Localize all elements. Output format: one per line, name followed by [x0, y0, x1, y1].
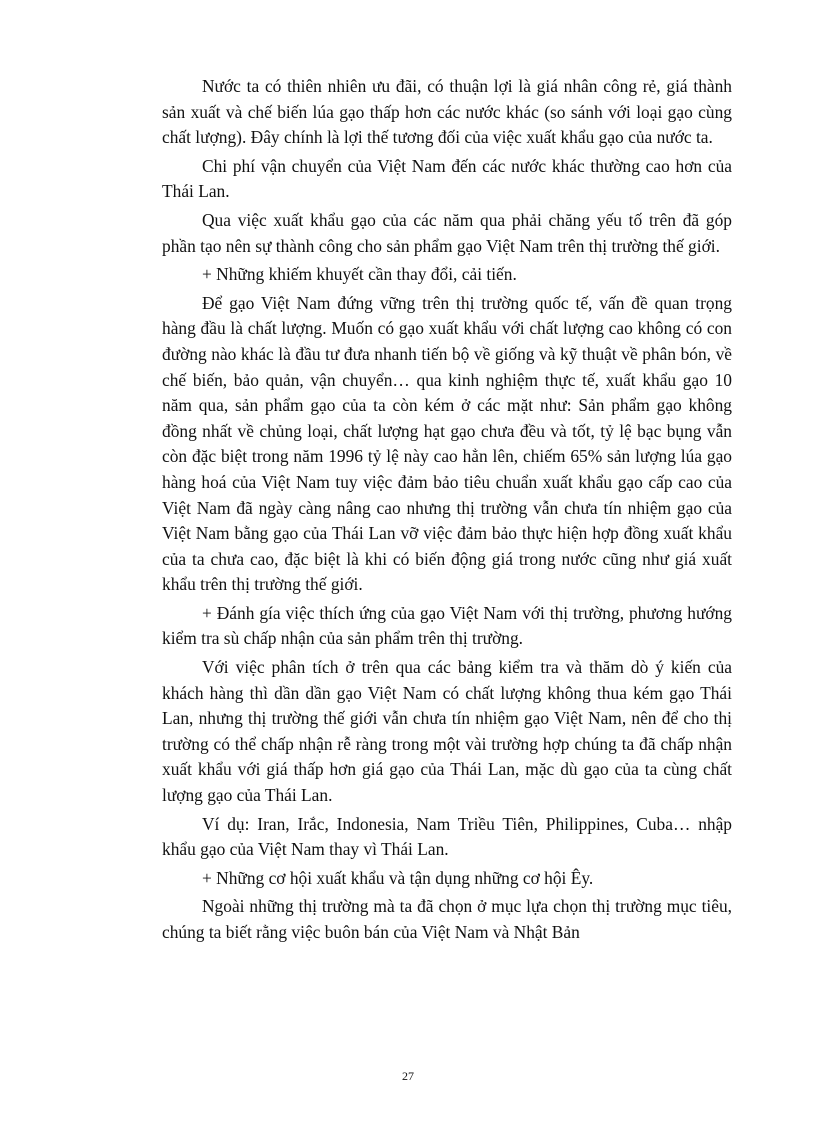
- page-body: [162, 74, 732, 949]
- paragraph-quality: Để gạo Việt Nam đứng vững trên thị trường quốc tế, vấn đề quan trọng hàng đầu là chất lượng. Muốn có gạo xuất khẩu với chất lượng cao không có con đường nào khác là đầu tư đưa nhanh tiến bộ về giống và kỹ thuật về phân bón, về chế biến, bảo quản, vận chuyển… qua kinh nghiệm thực tế, xuất khẩu gạo 10 năm qua, sản phẩm gạo của ta còn kém ở các mặt như: Sản phẩm gạo không đồng nhất về chủng loại, chất lượng hạt gạo chưa đều và tốt, tỷ lệ bạc bụng vẫn còn đặc biệt trong năm 1996 tỷ lệ này cao hẳn lên, chiếm 65% sản lượng lúa gạo hàng hoá của Việt Nam tuy việc đảm bảo tiêu chuẩn xuất khẩu gạo cấp cao của Việt Nam đã ngày càng nâng cao nhưng thị trường vẫn chưa tín nhiệm gạo của Việt Nam bằng gạo của Thái Lan vỡ việc đảm bảo thực hiện hợp đồng xuất khẩu của ta chưa cao, đặc biệt là khi có biến động giá trong nước cũng như giá xuất khẩu trên thị trường thế giới.: [162, 292, 732, 595]
- paragraph-example: Ví dụ: Iran, Irắc, Indonesia, Nam Triều Tiên, Philippines, Cuba… nhập khẩu gạo của Việt Nam thay vì Thái Lan.: [162, 813, 732, 860]
- paragraph-advantages: Nước ta có thiên nhiên ưu đãi, có thuận lợi là giá nhân công rẻ, giá thành sản xuất và chế biến lúa gạo thấp hơn các nước khác (so sánh với loại gạo cùng chất lượng). Đây chính là lợi thế tương đối của việc xuất khẩu gạo của nước ta.: [162, 76, 732, 148]
- page-number: 27: [402, 1069, 414, 1083]
- heading-market-adaptation: + Đánh gía việc thích ứng của gạo Việt Nam với thị trường, phương hướng kiểm tra sù chấp nhận của sản phẩm trên thị trường.: [162, 602, 732, 649]
- paragraph-target-markets: Ngoài những thị trường mà ta đã chọn ở mục lựa chọn thị trường mục tiêu, chúng ta biết rằng việc buôn bán của Việt Nam và Nhật Bản: [162, 896, 732, 942]
- heading-shortcomings: + Những khiếm khuyết cần thay đổi, cải tiến.: [202, 264, 517, 285]
- paragraph-success-factor: Qua việc xuất khẩu gạo của các năm qua phải chăng yếu tố trên đã góp phần tạo nên sự thành công cho sản phẩm gạo Việt Nam trên thị trường thế giới.: [162, 209, 732, 256]
- heading-opportunities: + Những cơ hội xuất khẩu và tận dụng những cơ hội Êy.: [202, 867, 594, 888]
- paragraph-shipping-cost: Chi phí vận chuyển của Việt Nam đến các nước khác thường cao hơn của Thái Lan.: [162, 155, 732, 202]
- paragraph-analysis: Với việc phân tích ở trên qua các bảng kiểm tra và thăm dò ý kiến của khách hàng thì dần dần gạo Việt Nam có chất lượng không thua kém gạo Thái Lan, nhưng thị trường thế giới vẫn chưa tín nhiệm gạo Việt Nam, nên để cho thị trường có thể chấp nhận rễ ràng trong một vài trường hợp chúng ta đã chấp nhận xuất khẩu với giá thấp hơn giá gạo của Thái Lan, mặc dù gạo của ta cùng chất lượng gạo của Thái Lan.: [162, 657, 732, 806]
